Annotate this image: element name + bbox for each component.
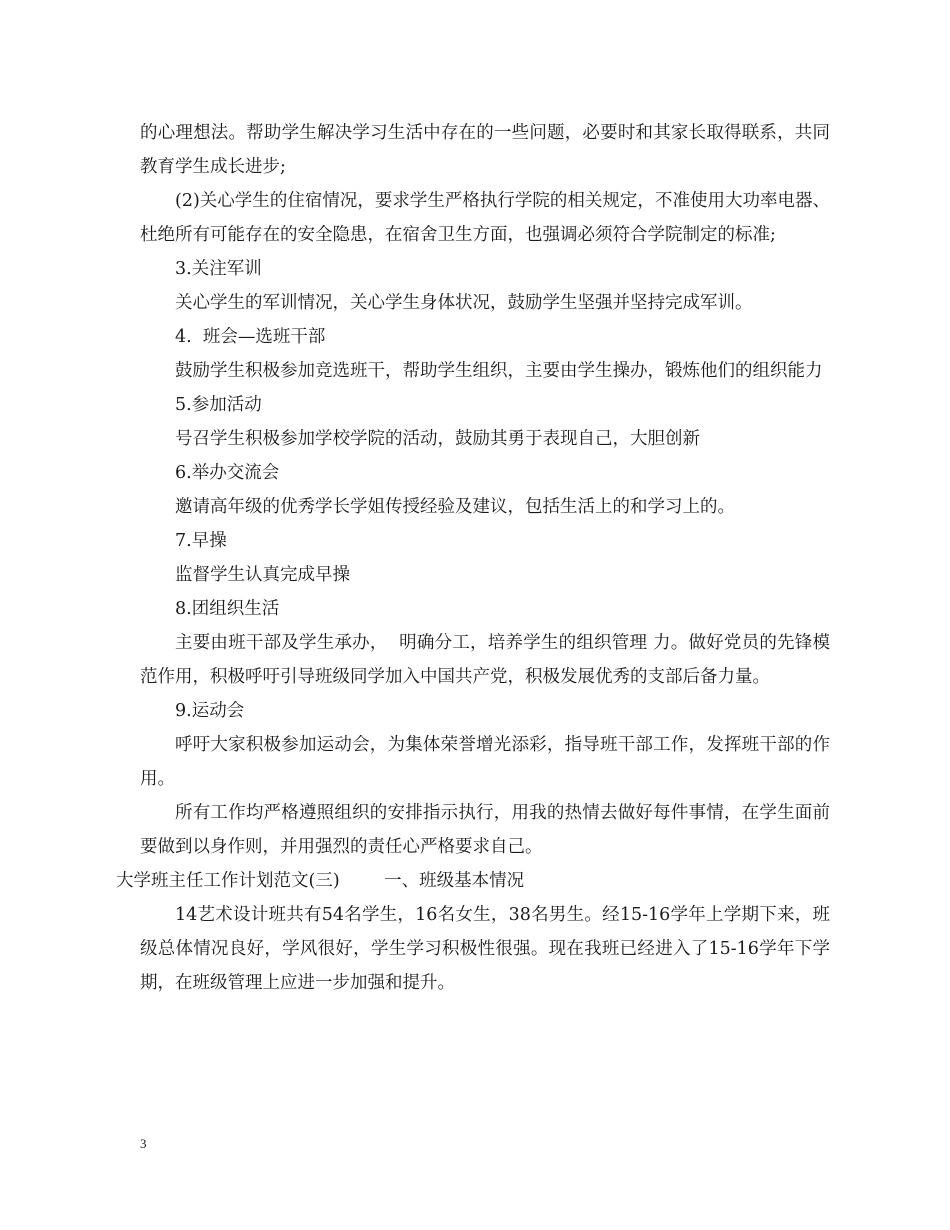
- section-heading-9: 9.运动会: [175, 701, 245, 721]
- paragraph-17: 所有工作均严格遵照组织的安排指示执行，用我的热情去做好每件事情，在学生面前要做到以身作则，并用强烈的责任心严格要求自己。: [140, 803, 830, 857]
- section-heading-7: 7.早操: [175, 531, 227, 551]
- document-body: [116, 116, 830, 1000]
- paragraph-10: 邀请高年级的优秀学长学姐传授经验及建议，包括生活上的和学习上的。: [175, 497, 735, 517]
- section-heading-6: 6.举办交流会: [175, 463, 280, 483]
- section-heading-4: 4. 班会—选班干部: [175, 327, 326, 347]
- section-heading-3: 3.关注军训: [175, 259, 262, 279]
- section-heading-5: 5.参加活动: [175, 395, 262, 415]
- paragraph-14: 主要由班干部及学生承办， 明确分工，培养学生的组织管理 力。做好党员的先锋模范作用，积极呼吁引导班级同学加入中国共产党，积极发展优秀的支部后备力量。: [140, 633, 830, 687]
- paragraph-2: (2)关心学生的住宿情况，要求学生严格执行学院的相关规定，不准使用大功率电器、杜绝所有可能存在的安全隐患，在宿舍卫生方面，也强调必须符合学院制定的标准;: [140, 191, 830, 245]
- document-subtitle: 大学班主任工作计划范文(三) 一、班级基本情况: [116, 871, 525, 891]
- page-number: 3: [140, 1136, 147, 1151]
- paragraph-8: 号召学生积极参加学校学院的活动，鼓励其勇于表现自己，大胆创新: [175, 429, 700, 449]
- paragraph-12: 监督学生认真完成早操: [175, 565, 350, 585]
- paragraph-4: 关心学生的军训情况，关心学生身体状况，鼓励学生坚强并坚持完成军训。: [175, 293, 753, 313]
- section-heading-8: 8.团组织生活: [175, 599, 280, 619]
- paragraph-16: 呼吁大家积极参加运动会，为集体荣誉增光添彩，指导班干部工作，发挥班干部的作用。: [140, 735, 830, 789]
- paragraph-19: 14艺术设计班共有54名学生，16名女生，38名男生。经15-16学年上学期下来，班级总体情况良好，学风很好，学生学习积极性很强。现在我班已经进入了15-16学年下学期，在班级管理上应进一步加强和提升。: [140, 905, 830, 993]
- paragraph-6: 鼓励学生积极参加竞选班干，帮助学生组织，主要由学生操办，锻炼他们的组织能力: [175, 361, 823, 381]
- paragraph-1: 的心理想法。帮助学生解决学习生活中存在的一些问题，必要时和其家长取得联系，共同教育学生成长进步;: [140, 123, 830, 177]
